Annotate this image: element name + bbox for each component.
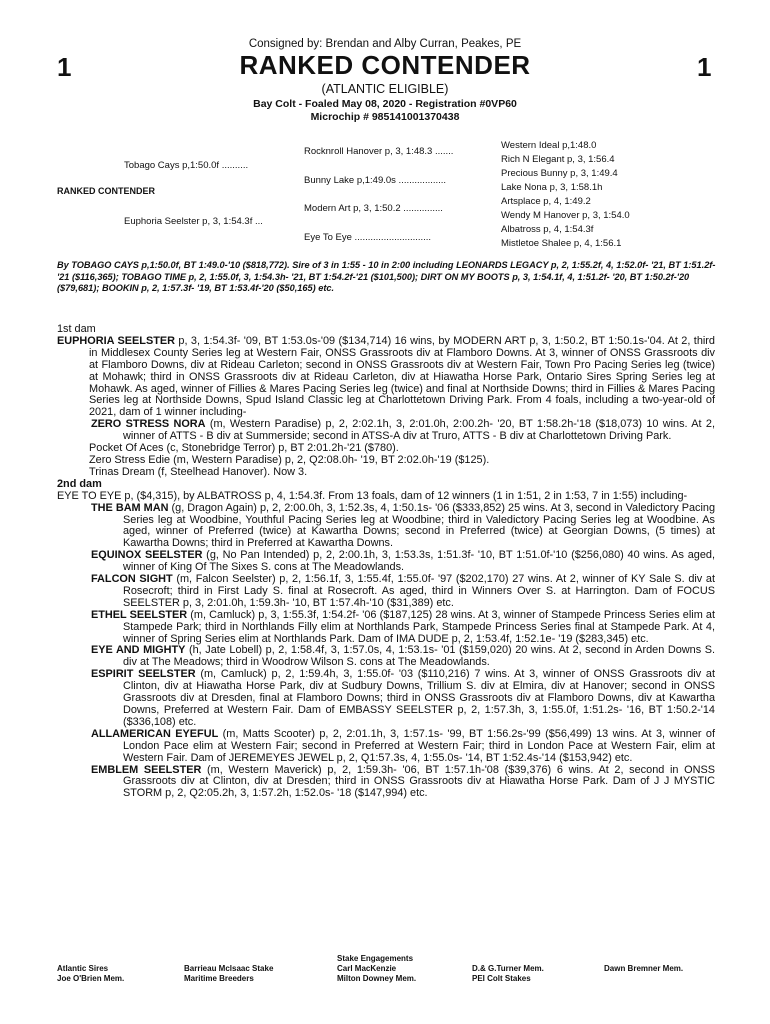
- pedigree-subject: RANKED CONTENDER: [57, 186, 156, 196]
- pedigree-dam-sire: Modern Art p, 3, 1:50.2 ...............: [304, 203, 443, 214]
- pedigree-g3-7: Albatross p, 4, 1:54.3f: [501, 224, 594, 235]
- sire-summary: By TOBAGO CAYS p,1:50.0f, BT 1:49.0-'10 ($818,772). Sire of 3 in 1:55 - 10 in 2:00 including LEONARDS LEGACY p, 2, 1:55.2f, 4, 1:52.0f- '21, BT 1:51.2f-'21 ($116,365); TOBAGO TIME p, 2, 1:55.0f, 3, 1:54.3h- '21, BT 1:54.2f-'21 ($101,500); DIRT ON MY BOOTS p, 3, 1:54.1f, 4, 1:51.2f- '20, BT 1:50.2f-'20 ($79,681); BOOKIN p, 2, 1:57.3f- '19, BT 1:53.4f-'20 ($50,165) etc.: [57, 260, 716, 293]
- dam2-entry: EYE TO EYE p, ($4,315), by ALBATROSS p, 4, 1:54.3f. From 13 foals, dam of 12 winners (1 in 1:51, 2 in 1:53, 7 in 1:55) including-: [57, 489, 688, 502]
- dam-history: [57, 324, 715, 800]
- pedigree-g3-1: Western Ideal p,1:48.0: [501, 140, 597, 151]
- lot-number-left: 1: [57, 52, 72, 82]
- pedigree-g3-6: Wendy M Hanover p, 3, 1:54.0: [501, 210, 630, 221]
- dam1-heading: 1st dam: [57, 323, 96, 335]
- lot-number-right: 1: [697, 52, 712, 82]
- stake-col-5: Dawn Bremner Mem.: [604, 964, 684, 973]
- dam2-produce-2: EQUINOX SEELSTER (g, No Pan Intended) p, 2, 2:00.1h, 3, 1:53.3s, 1:51.3f- '10, BT 1:51.0f-'10 ($256,080) 40 wins. As aged, winner of King Of The Sixes S. cons at The Meadowlands.: [91, 549, 715, 574]
- pedigree-g3-4: Lake Nona p, 3, 1:58.1h: [501, 182, 603, 193]
- horse-name-title: RANKED CONTENDER: [239, 50, 531, 80]
- pedigree-sire-dam: Bunny Lake p,1:49.0s ..................: [304, 175, 447, 186]
- pedigree-g3-3: Precious Bunny p, 3, 1:49.4: [501, 168, 618, 179]
- dam2-produce-8: EMBLEM SEELSTER (m, Western Maverick) p, 2, 1:59.3h- '06, BT 1:57.1h-'08 ($39,376) 6 wins. At 2, second in ONSS Grassroots div at Clinton, div at Dresden; third in ONSS Grassroots div at Hiawatha Horse Park. Dam of J J MYSTIC STORM p, 2, Q2:05.2h, 3, 1:57.2h, 1:52.0s- '18 ($147,994) etc.: [91, 763, 715, 800]
- foaling-info: Bay Colt - Foaled May 08, 2020 - Registration #0VP60: [253, 98, 517, 110]
- pedigree-g3-2: Rich N Elegant p, 3, 1:56.4: [501, 154, 615, 165]
- dam2-heading: 2nd dam: [57, 477, 102, 490]
- stake-col-1: Atlantic Sires Joe O'Brien Mem.: [57, 964, 125, 983]
- dam1-entry: EUPHORIA SEELSTER p, 3, 1:54.3f- '09, BT 1:53.0s-'09 ($134,714) 16 wins, by MODERN ART p, 3, 1:50.2, BT 1:50.1s-'04. At 2, third in Middlesex County Series leg at Western Fair, ONSS Grassroots div at Flamboro Downs. At 3, winner of ONSS Grassroots div at Flamboro Downs, div at Rideau Carleton; second in ONSS Grassroots div at Western Fair, Town Pro Pacing Series leg (twice) at Mohawk; third in ONSS Grassroots div at Rideau Carleton, div at Hiawatha Horse Park, Ontario Sires Spring Series leg at Mohawk. As aged, winner of Fillies & Mares Pacing Series leg (twice) and final at Northside Downs; third in Fillies & Mares Pacing Series leg at Northside Downs, Spud Island Classic leg at Charlottetown Driving Park. From 4 foals, including a two-year-old of 2021, dam of 1 winner including-: [57, 334, 715, 419]
- stake-col-4: D.& G.Turner Mem. PEI Colt Stakes: [472, 964, 544, 983]
- dam1-produce-1: ZERO STRESS NORA (m, Western Paradise) p, 2, 2:02.1h, 3, 2:01.0h, 2:00.2h- '20, BT 1:58.2h-'18 ($18,073) 10 wins. At 2, winner of ATTS - B div at Summerside; second in ATSS-A div at Truro, ATTS - B div at Charlottetown Driving Park.: [91, 418, 715, 443]
- dam2-produce-4: ETHEL SEELSTER (m, Camluck) p, 3, 1:55.3f, 1:54.2f- '06 ($187,125) 28 wins. At 3, winner of Stampede Princess Series elim at Stampede Park; third in Northlands Filly elim at Northlands Park, Stampede Princess Series final at Stampede Park. At 4, winner of Spring Series elim at Northlands Park. Dam of IMA DUDE p, 2, 1:53.4f, 1:52.1e- '19 ($283,345) etc.: [91, 608, 715, 645]
- stake-col-3: Carl MacKenzie Milton Downey Mem.: [337, 964, 417, 983]
- eligibility: (ATLANTIC ELIGIBLE): [321, 82, 449, 96]
- pedigree-dam-dam: Eye To Eye .............................: [304, 232, 432, 243]
- pedigree-sire-sire: Rocknroll Hanover p, 3, 1:48.3 .......: [304, 146, 454, 157]
- dam2-produce-5: EYE AND MIGHTY (h, Jate Lobell) p, 2, 1:58.4f, 3, 1:57.0s, 4, 1:53.1s- '01 ($159,020) 20 wins. At 2, second in Arden Downs S. div at The Meadows; third in Woodrow Wilson S. cons at The Meadowlands.: [91, 644, 715, 669]
- dam1-produce-3: Zero Stress Edie (m, Western Paradise) p, 2, Q2:08.0h- '19, BT 2:02.0h-'19 ($125).: [89, 453, 490, 466]
- consigned-line: Consigned by: Brendan and Alby Curran, Peakes, PE: [248, 38, 522, 50]
- dam2-produce-1: THE BAM MAN (g, Dragon Again) p, 2, 2:00.0h, 3, 1:52.3s, 4, 1:50.1s- '06 ($333,852) 25 wins. At 3, second in Valedictory Pacing Series leg at Woodbine, Youthful Pacing Series leg at Woodbine; third in Valedictory Pacing Series leg at Woodbine. As aged, winner of Preferred (twice) at Kawartha Downs; second in Preferred (twice) at Georgian Downs, (5 times) at Kawartha Downs; third in Preferred at Kawartha Downs.: [91, 501, 715, 550]
- pedigree-g3-5: Artsplace p, 4, 1:49.2: [501, 196, 591, 207]
- dam2-produce-7: ALLAMERICAN EYEFUL (m, Matts Scooter) p, 2, 2:01.1h, 3, 1:57.1s- '99, BT 1:56.2s-'99 ($56,499) 13 wins. At 3, winner of London Pace elim at Western Fair; second in Preferred at Western Fair; third in London Pace at Western Fair, elim at Western Fair. Dam of JEREMEYES JEWEL p, 2, Q1:57.3s, 4, 1:55.0s- '14, BT 1:52.4s-'14 ($153,942) etc.: [91, 727, 715, 764]
- pedigree-dam: Euphoria Seelster p, 3, 1:54.3f ...: [124, 216, 263, 227]
- stake-heading: Stake Engagements: [337, 954, 414, 963]
- dam1-produce-4: Trinas Dream (f, Steelhead Hanover). Now 3.: [89, 465, 308, 478]
- stake-col-2: Barrieau Mclsaac Stake Maritime Breeders: [184, 964, 274, 983]
- dam2-produce-3: FALCON SIGHT (m, Falcon Seelster) p, 2, 1:56.1f, 3, 1:55.4f, 1:55.0f- '97 ($202,170) 27 wins. At 2, winner of KY Sale S. div at Rosecroft; third in First Lady S. final at Rosecroft. As aged, third in Winners Over S. at Harrington. Dam of FOCUS SEELSTER p, 3, 2:01.0h, 1:59.3h- '10, BT 1:57.4h-'10 ($31,389) etc.: [91, 573, 715, 609]
- dam2-produce-6: ESPIRIT SEELSTER (m, Camluck) p, 2, 1:59.4h, 3, 1:55.0f- '03 ($110,216) 7 wins. At 3, winner of ONSS Grassroots div at Clinton, div at Hiawatha Horse Park, div at Sudbury Downs, Trillium S. div at Elmira, div at Hanover; second in ONSS Grassroots div at Dresden, final at Flamboro Downs; third in ONSS Grassroots div at Flamboro Downs, div at Kawartha Downs, Preferred at Western Fair. Dam of EMBASSY SEELSTER p, 2, 1:57.3h, 3, 1:55.0f, 1:51.2s- '16, BT 1:50.2-'14 ($336,108) etc.: [91, 668, 715, 728]
- microchip: Microchip # 985141001370438: [310, 111, 460, 123]
- pedigree-sire: Tobago Cays p,1:50.0f ..........: [124, 160, 249, 171]
- pedigree-g3-8: Mistletoe Shalee p, 4, 1:56.1: [501, 238, 622, 249]
- dam1-produce-2: Pocket Of Aces (c, Stonebridge Terror) p, BT 2:01.2h-'21 ($780).: [89, 442, 399, 455]
